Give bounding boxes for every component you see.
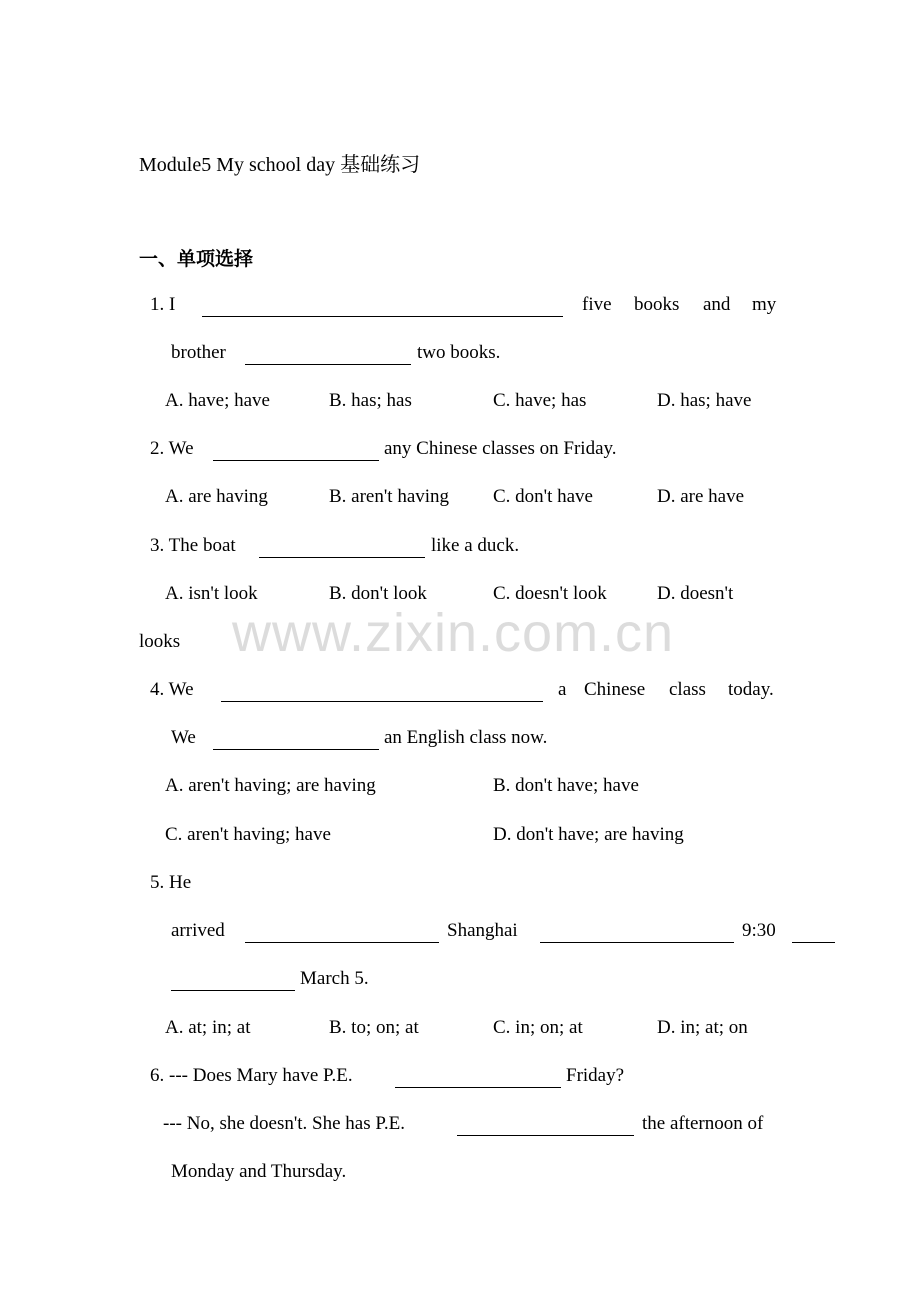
option-a[interactable]: A. are having: [165, 486, 268, 507]
question-number: 2. We: [150, 438, 194, 459]
option-a[interactable]: A. isn't look: [165, 583, 258, 604]
answer-blank[interactable]: [213, 459, 379, 461]
answer-blank[interactable]: [213, 748, 379, 750]
answer-blank[interactable]: [540, 941, 734, 943]
option-b[interactable]: B. has; has: [329, 390, 412, 411]
question-number: 5. He: [150, 872, 192, 893]
option-c[interactable]: C. aren't having; have: [165, 824, 331, 845]
question-text: brother: [171, 342, 226, 363]
question-text: and: [703, 294, 731, 315]
option-b[interactable]: B. aren't having: [329, 486, 450, 507]
answer-blank[interactable]: [259, 556, 425, 558]
option-d[interactable]: D. are have: [657, 486, 745, 507]
answer-blank[interactable]: [792, 941, 835, 943]
option-b[interactable]: B. to; on; at: [329, 1017, 419, 1038]
option-d[interactable]: D. doesn't: [657, 583, 734, 604]
option-d[interactable]: D. don't have; are having: [493, 824, 684, 845]
question-text: 9:30: [742, 920, 776, 941]
question-text: March 5.: [300, 968, 369, 989]
option-a[interactable]: A. have; have: [165, 390, 270, 411]
question-number: 3. The boat: [150, 535, 236, 556]
question-text: We: [171, 727, 196, 748]
question-text: a: [558, 679, 567, 700]
question-number: 4. We: [150, 679, 194, 700]
question-text: Monday and Thursday.: [171, 1161, 347, 1182]
watermark: www.zixin.com.cn: [232, 603, 675, 663]
option-c[interactable]: C. doesn't look: [493, 583, 607, 604]
question-number: 1. I: [150, 294, 176, 315]
option-c[interactable]: C. don't have: [493, 486, 593, 507]
question-text: class: [669, 679, 706, 700]
question-text: Chinese: [584, 679, 646, 700]
option-c[interactable]: C. in; on; at: [493, 1017, 583, 1038]
section-heading: 一、单项选择: [139, 249, 254, 270]
option-d[interactable]: D. has; have: [657, 390, 752, 411]
question-text: like a duck.: [431, 535, 520, 556]
question-text: five: [582, 294, 612, 315]
question-text: 6. --- Does Mary have P.E.: [150, 1065, 353, 1086]
answer-blank[interactable]: [395, 1086, 561, 1088]
question-text: books: [634, 294, 680, 315]
question-text: any Chinese classes on Friday.: [384, 438, 617, 459]
question-text: two books.: [417, 342, 501, 363]
option-b[interactable]: B. don't look: [329, 583, 427, 604]
question-text: the afternoon of: [642, 1113, 764, 1134]
answer-blank[interactable]: [221, 700, 543, 702]
option-b[interactable]: B. don't have; have: [493, 775, 639, 796]
answer-blank[interactable]: [171, 989, 295, 991]
page-title: Module5 My school day 基础练习: [139, 154, 421, 176]
option-d[interactable]: D. in; at; on: [657, 1017, 748, 1038]
question-text: my: [752, 294, 777, 315]
option-a[interactable]: A. aren't having; are having: [165, 775, 376, 796]
question-text: arrived: [171, 920, 225, 941]
answer-blank[interactable]: [245, 941, 439, 943]
option-d-wrap: looks: [139, 631, 181, 652]
answer-blank[interactable]: [245, 363, 411, 365]
question-text: today.: [728, 679, 774, 700]
answer-blank[interactable]: [457, 1134, 634, 1136]
question-text: --- No, she doesn't. She has P.E.: [163, 1113, 405, 1134]
answer-blank[interactable]: [202, 315, 563, 317]
question-text: an English class now.: [384, 727, 548, 748]
option-c[interactable]: C. have; has: [493, 390, 587, 411]
option-a[interactable]: A. at; in; at: [165, 1017, 251, 1038]
question-text: Shanghai: [447, 920, 518, 941]
question-text: Friday?: [566, 1065, 625, 1086]
